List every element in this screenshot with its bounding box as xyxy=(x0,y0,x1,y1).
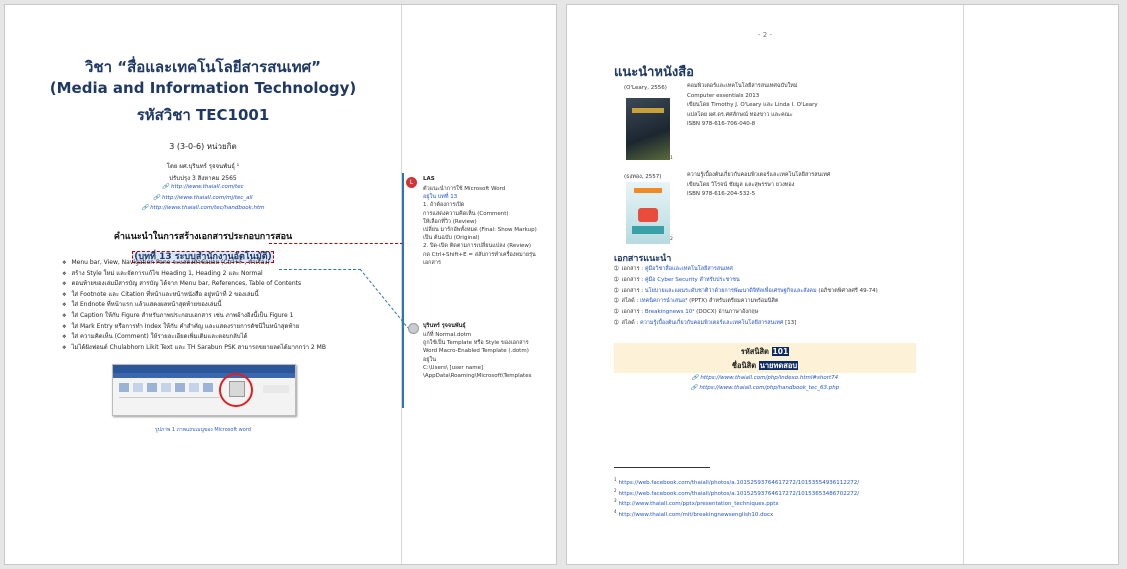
course-credits: 3 (3-0-6) หน่วยกิต xyxy=(169,142,237,151)
course-title-english: (Media and Information Technology) xyxy=(49,79,357,97)
book2-citation: (ธงทอง, 2557) xyxy=(624,174,662,180)
red-circle-annotation xyxy=(219,373,253,407)
list-item: ❖ Menu bar, View, Navigation Pane จะแสดงหัวข้อย่อย (Ctrl+F , หัวเรื่อง) xyxy=(62,258,326,269)
student-id-row: รหัสนิสิต 101 xyxy=(740,347,789,356)
list-item: ❖ ใส่ Footnote และ Citation ที่หน้าและหน้าหนังสือ อยู่หน้าที่ 2 ของเล่มนี้ xyxy=(62,290,326,301)
doc-link[interactable]: คู่มือ Cyber Security สำหรับประชาชน xyxy=(644,276,740,283)
doc-link[interactable]: ความรู้เบื้องต้นเกี่ยวกับคอมพิวเตอร์และเทคโนโลยีสารสนเทศ xyxy=(640,319,784,326)
book1-citation: (O'Leary, 2556) xyxy=(624,85,667,91)
doc-link[interactable]: คู่มือวิชาสื่อและเทคโนโลยีสารสนเทศ xyxy=(644,266,733,272)
doc-link[interactable]: เทคนิคการนำเสนอ³ xyxy=(640,298,688,305)
figure-caption: รูปภาพ 1 ภาพแถบเมนูของ Microsoft word xyxy=(155,427,251,433)
list-item: ➀ เอกสาร : คู่มือ Cyber Security สำหรับประชาชน xyxy=(614,275,878,286)
doc-link[interactable]: Breakingnews 10⁴ xyxy=(644,309,695,316)
chapter-heading: (บทที่ 13 ระบบสำนักงานอัตโนมัติ) xyxy=(134,252,272,262)
list-item: ❖ สร้าง Style ใหม่ และจัดการแก้ไข Heading 1, Heading 2 และ Normal xyxy=(62,269,326,280)
student-name-row: ชื่อนิสิต นายทดสอบ xyxy=(731,361,798,370)
book1-details: คอมพิวเตอร์และเทคโนโลยีสารสนเทศฉบับใหม่ Computer essentials 2013 เขียนโดย Timothy J. O'Leary และ Linda I. O'Leary แปลโดย ผศ.ดร.ศศลักษณ์ ทองขาว และคณะ ISBN 978-616-706-040-8 xyxy=(687,83,818,128)
list-item: ❖ ใส่ ความคิดเห็น (Comment) ให้รายละเอียดเพิ่มเติมและตอบกลับได้ xyxy=(62,332,326,343)
word-ribbon-figure xyxy=(112,364,296,416)
ribbon-groups xyxy=(119,381,219,398)
course-link-1[interactable]: 🔗 http://www.thaiall.com/tec xyxy=(162,184,244,190)
course-title: วิชา “สื่อและเทคโนโลยีสารสนเทศ” xyxy=(84,58,322,76)
course-link-3[interactable]: 🔗 http://www.thaiall.com/tec/handbook.htm xyxy=(141,205,265,211)
list-item: ➀ เอกสาร : นโยบายและแผนระดับชาติว่าด้วยการพัฒนาดิจิทัลเพื่อเศรษฐกิจและสังคม (อภิชาตพิศาลศรี 49-74) xyxy=(614,286,878,297)
footnote-separator xyxy=(614,467,710,468)
updated-date: ปรับปรุง 3 สิงหาคม 2565 xyxy=(169,175,237,182)
footnote-item[interactable]: $^1$https://web.facebook.com/thaiall/photos/a.10152593764617272/10153554936112272/ xyxy=(614,477,860,486)
document-page-2: - 2 - แนะนำหนังสือ (O'Leary, 2556) 1 คอมพิวเตอร์และเทคโนโลยีสารสนเทศฉบับใหม่ Computer essentials 2013 เขียนโดย Timothy J. O'Leary และ Linda I. O'Leary แปลโดย ผศ.ดร.ศศลักษณ์ ทองขาว และคณะ ISBN 978-616-706-040-8 (ธงทอง, 2557) 2 ความรู้เบื้องต้นเกี่ยวกับคอมพิวเตอร์และเทคโนโลยีสารสนเทศ เขียนโดย วิโรจน์ ชัยมูล และสุพรรษา ยวงทอง ISBN 978-616-204-532-5 เอกสารแนะนำ ➀ เอกสาร : คู่มือวิชาสื่อและเทคโนโลยีสารสนเทศ ➀ เอกสาร : คู่มือ Cyber Security สำหรับประชาชน ➀ เอกสาร : นโยบายและแผนระดับชาติว่าด้วยการพัฒนาดิจิทัลเพื่อเศรษฐกิจและสังคม (อภิชาตพิศาลศรี 49-74) ➀ สไลด์ : เทคนิคการนำเสนอ³ (PPTX) สำหรับเตรียมความพร้อมนิสิต ➀ เอกสาร : Breakingnews 10⁴ (DOCX) อ่านภาษาอังกฤษ ➀ สไลด์ : ความรู้เบื้องต้นเกี่ยวกับคอมพิวเตอร์และเทคโนโลยีสารสนเทศ [13] รหัสนิสิต 101 ชื่อนิสิต นายทดสอบ 🔗 https://www.thaiall.com/php/indexo.html#short74 🔗 https://www.thaiall.com/php/handbook_tec_63.php $^1$https://web.facebook.com/thaiall/photos/a.10152593764617272/10153554936112272/ $^2$https://web.facebook.com/thaiall/photos/a.10152593764617272/10153653486702272/ $^3$http://www.thaiall.com/pptx/presentation_techniques.pptx $^4$http://www.thaiall.com/mit/breakingnewsenglish10.docx xyxy=(566,4,1119,565)
course-code: รหัสวิชา TEC1001 xyxy=(136,106,270,124)
list-item: ❖ ใส่ Caption ให้กับ Figure สำหรับภาพประกอบเอกสาร เช่น ภาพอ้างอิงนี้เป็น Figure 1 xyxy=(62,311,326,322)
document-page-1 xyxy=(4,4,557,565)
comment-author: LAS xyxy=(423,176,435,182)
author-line: โดย ผศ.บุรินทร์ รุจจนพันธุ์ ¹ xyxy=(166,163,240,170)
comment-margin-divider xyxy=(963,5,964,564)
list-item: ❖ ไม่ได้ฝังฟอนต์ Chulabhorn Likit Text และ TH Sarabun PSK สามารถขยายลดได้มากกว่า 2 MB xyxy=(62,343,326,354)
doc-link[interactable]: นโยบายและแผนระดับชาติว่าด้วยการพัฒนาดิจิทัลเพื่อเศรษฐกิจและสังคม xyxy=(644,287,817,294)
page-number: - 2 - xyxy=(758,31,772,39)
footnote-item[interactable]: $^3$http://www.thaiall.com/pptx/presentation_techniques.pptx xyxy=(614,498,779,508)
ribbon-tabs xyxy=(113,373,295,378)
footnote-item[interactable]: $^2$https://web.facebook.com/thaiall/photos/a.10152593764617272/10153653486702272/ xyxy=(614,487,860,497)
comment-bar xyxy=(402,173,404,408)
docs-list xyxy=(614,264,878,329)
list-item: ➀ สไลด์ : เทคนิคการนำเสนอ³ (PPTX) สำหรับเตรียมความพร้อมนิสิต xyxy=(614,296,878,307)
comment-connector-1 xyxy=(269,243,403,244)
footnotes xyxy=(614,475,859,517)
books-heading: แนะนำหนังสือ xyxy=(614,65,694,80)
book1-cover-image xyxy=(626,98,670,160)
box-link-1[interactable]: 🔗 https://www.thaiall.com/php/indexo.html#short74 xyxy=(691,375,839,381)
instructions-heading: คำแนะนำในการสร้างเอกสารประกอบการสอน xyxy=(113,232,293,242)
comment-avatar-photo xyxy=(408,323,419,334)
list-item: ❖ ใส่ Endnote ที่หน้าแรก แล้วแสดงผลหน้าสุดท้ายของเล่มนี้ xyxy=(62,300,326,311)
list-item: ➀ เอกสาร : Breakingnews 10⁴ (DOCX) อ่านภาษาอังกฤษ xyxy=(614,307,878,318)
comment-author: บุรินทร์ รุจจนพันธุ์ xyxy=(423,323,466,329)
list-item: ❖ ใส่ Mark Entry หรือการทำ Index ให้กับ คำสำคัญ และแสดงรายการดัชนีในหน้าสุดท้าย xyxy=(62,322,326,333)
list-item: ➀ เอกสาร : คู่มือวิชาสื่อและเทคโนโลยีสารสนเทศ xyxy=(614,264,878,275)
comment-body[interactable]: ตัวแนะนำการใช้ Microsoft Word อยู่ใน บทที่ 13 1. ถ้าต้องการเปิด การแสดงความคิดเห็น (Comment) ให้เลือกที่วิว (Review) เปลี่ยน มาร์กอัพทั้งหมด (Final: Show Markup) เป็น ต้นฉบับ (Original) 2. ปิด-เปิด ติดตามการเปลี่ยนแปลง (Review) กด Ctrl+Shift+E = สลับการทำเครื่องหมายรุ่น เอกสาร xyxy=(423,186,537,266)
docs-heading: เอกสารแนะนำ xyxy=(614,254,672,264)
comment-body[interactable]: แก้ที่ Normal.dotm ถูกใช้เป็น Template หรือ Style ของเอกสาร Word Macro-Enabled Template (.dotm) อยู่ใน C:\Users\ [user name] \AppData\Roaming\Microsoft\Templates xyxy=(423,332,532,380)
list-item: ➀ สไลด์ : ความรู้เบื้องต้นเกี่ยวกับคอมพิวเตอร์และเทคโนโลยีสารสนเทศ [13] xyxy=(614,318,878,329)
ribbon-title-bar xyxy=(113,365,295,373)
course-link-2[interactable]: 🔗 http://www.thaiall.com/mj/tec_all xyxy=(153,195,253,201)
student-name-field[interactable]: นายทดสอบ xyxy=(759,361,798,370)
student-id-field[interactable]: 101 xyxy=(772,347,789,356)
box-link-2[interactable]: 🔗 https://www.thaiall.com/php/handbook_tec_63.php xyxy=(690,385,840,391)
list-item: ❖ ตอนท้ายของเล่มมีสารบัญ สารบัญ ได้จาก Menu bar, References, Table of Contents xyxy=(62,279,326,290)
book2-cover-image xyxy=(626,182,670,244)
comment-avatar: L xyxy=(406,177,417,188)
footnote-item[interactable]: $^4$http://www.thaiall.com/mit/breakingnewsenglish10.docx xyxy=(614,508,774,518)
instruction-list xyxy=(62,258,326,353)
book2-details: ความรู้เบื้องต้นเกี่ยวกับคอมพิวเตอร์และเทคโนโลยีสารสนเทศ เขียนโดย วิโรจน์ ชัยมูล และสุพรรษา ยวงทอง ISBN 978-616-204-532-5 xyxy=(687,172,831,198)
